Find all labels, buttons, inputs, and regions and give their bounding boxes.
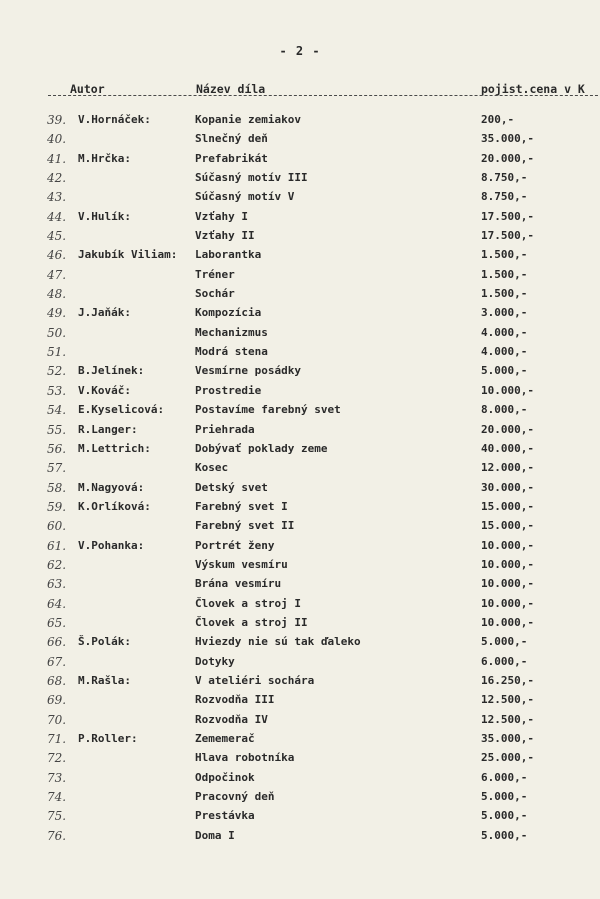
row-price: 8.750,- — [481, 190, 528, 204]
row-price: 1.500,- — [481, 267, 528, 281]
row-title: Doma I — [195, 828, 235, 842]
table-row — [0, 210, 600, 229]
table-row — [0, 558, 600, 577]
row-number: 54. — [47, 403, 67, 418]
row-price: 5.000,- — [481, 364, 528, 378]
table-row — [0, 403, 600, 422]
table-row — [0, 268, 600, 287]
table-row — [0, 287, 600, 306]
row-title: Pracovný deň — [195, 790, 275, 804]
table-row — [0, 442, 600, 461]
row-price: 25.000,- — [481, 751, 534, 765]
row-number: 53. — [47, 383, 67, 398]
row-title: Farebný svet I — [195, 499, 288, 513]
row-number: 74. — [47, 790, 67, 805]
row-price: 12.500,- — [481, 693, 534, 707]
row-number: 46. — [47, 248, 67, 263]
row-number: 57. — [47, 461, 67, 476]
row-price: 10.000,- — [481, 615, 534, 629]
row-number: 59. — [47, 499, 67, 514]
row-price: 5.000,- — [481, 809, 528, 823]
row-author: V.Kováč: — [78, 383, 131, 397]
table-row — [0, 345, 600, 364]
row-author: B.Jelínek: — [78, 364, 145, 378]
row-price: 40.000,- — [481, 441, 534, 455]
row-number: 71. — [47, 732, 67, 746]
table-row — [0, 423, 600, 442]
table-row — [0, 635, 600, 654]
row-number: 62. — [47, 557, 67, 572]
table-row — [0, 829, 600, 848]
row-title: Súčasný motív III — [195, 171, 308, 185]
row-author: P.Roller: — [78, 732, 138, 745]
row-author: M.Lettrich: — [78, 441, 151, 455]
row-number: 67. — [47, 654, 67, 669]
row-title: Hviezdy nie sú tak ďaleko — [195, 635, 361, 649]
row-number: 64. — [47, 596, 67, 611]
row-title: Hlava robotníka — [195, 751, 295, 765]
row-title: Rozvodňa IV — [195, 712, 268, 726]
row-price: 12.500,- — [481, 712, 534, 726]
row-title: V ateliéri sochára — [195, 673, 315, 687]
table-row — [0, 751, 600, 770]
row-title: Kosec — [195, 461, 229, 475]
table-row — [0, 732, 600, 751]
row-price: 30.000,- — [481, 480, 534, 494]
row-price: 12.000,- — [481, 461, 534, 475]
row-title: Vzťahy I — [195, 209, 248, 223]
row-number: 49. — [47, 306, 67, 321]
row-price: 1.500,- — [481, 287, 528, 301]
row-number: 47. — [47, 267, 67, 282]
header-price: pojist.cena v K — [481, 82, 585, 96]
row-number: 42. — [47, 171, 67, 186]
table-row — [0, 171, 600, 190]
row-number: 72. — [47, 751, 67, 766]
table-row — [0, 306, 600, 325]
row-author: K.Orlíková: — [78, 499, 151, 513]
row-number: 61. — [47, 538, 67, 553]
row-title: Prostredie — [195, 383, 262, 397]
row-price: 10.000,- — [481, 596, 534, 610]
row-number: 68. — [47, 673, 67, 688]
row-price: 200,- — [481, 113, 515, 126]
row-number: 51. — [47, 345, 67, 360]
row-number: 63. — [47, 577, 67, 592]
row-price: 5.000,- — [481, 790, 528, 804]
row-number: 45. — [47, 229, 67, 244]
table-row — [0, 229, 600, 248]
table-row — [0, 771, 600, 790]
row-title: Tréner — [195, 267, 235, 281]
row-title: Rozvodňa III — [195, 693, 275, 707]
table-row — [0, 519, 600, 538]
table-row — [0, 152, 600, 171]
table-row — [0, 597, 600, 616]
row-number: 39. — [47, 113, 67, 127]
row-price: 17.500,- — [481, 209, 534, 223]
table-row — [0, 132, 600, 151]
row-price: 10.000,- — [481, 383, 534, 397]
table-row — [0, 539, 600, 558]
row-author: Jakubík Viliam: — [78, 248, 178, 262]
row-price: 16.250,- — [481, 673, 534, 687]
table-row — [0, 190, 600, 209]
row-price: 17.500,- — [481, 229, 534, 243]
table-row — [0, 693, 600, 712]
row-author: V.Hulík: — [78, 209, 131, 223]
row-author: J.Jaňák: — [78, 306, 131, 320]
row-author: V.Pohanka: — [78, 538, 145, 552]
row-price: 10.000,- — [481, 557, 534, 571]
row-price: 8.000,- — [481, 403, 528, 417]
row-title: Odpočinok — [195, 770, 255, 784]
row-title: Modrá stena — [195, 345, 268, 359]
row-price: 6.000,- — [481, 770, 528, 784]
row-title: Portrét ženy — [195, 538, 275, 552]
row-number: 48. — [47, 287, 67, 302]
row-title: Vesmírne posádky — [195, 364, 301, 378]
row-title: Človek a stroj I — [195, 596, 301, 610]
row-title: Dobývať poklady zeme — [195, 441, 328, 455]
row-number: 41. — [47, 151, 67, 166]
row-title: Detský svet — [195, 480, 268, 494]
table-row — [0, 364, 600, 383]
row-title: Človek a stroj II — [195, 615, 308, 629]
row-author: Š.Polák: — [78, 635, 131, 649]
row-title: Vzťahy II — [195, 229, 255, 243]
header-divider — [48, 95, 600, 96]
row-title: Zememerač — [195, 732, 255, 745]
row-number: 76. — [47, 828, 67, 843]
table-row — [0, 500, 600, 519]
row-title: Výskum vesmíru — [195, 557, 288, 571]
row-price: 8.750,- — [481, 171, 528, 185]
row-number: 50. — [47, 325, 67, 340]
table-row — [0, 616, 600, 635]
row-number: 43. — [47, 190, 67, 205]
artwork-list — [0, 113, 600, 848]
row-number: 69. — [47, 693, 67, 708]
row-title: Brána vesmíru — [195, 577, 282, 591]
row-title: Priehrada — [195, 422, 255, 436]
header-author: Autor — [70, 82, 105, 96]
row-price: 15.000,- — [481, 499, 534, 513]
row-price: 35.000,- — [481, 732, 534, 745]
row-author: R.Langer: — [78, 422, 138, 436]
row-title: Postavíme farebný svet — [195, 403, 341, 417]
row-title: Kompozícia — [195, 306, 262, 320]
row-title: Farebný svet II — [195, 519, 295, 533]
row-price: 4.000,- — [481, 345, 528, 359]
row-title: Kopanie zemiakov — [195, 113, 301, 126]
row-price: 5.000,- — [481, 635, 528, 649]
table-row — [0, 713, 600, 732]
table-row — [0, 674, 600, 693]
row-number: 55. — [47, 422, 67, 437]
row-author: M.Hrčka: — [78, 151, 131, 165]
row-author: M.Nagyová: — [78, 480, 145, 494]
row-price: 4.000,- — [481, 325, 528, 339]
row-title: Slnečný deň — [195, 132, 268, 146]
row-price: 20.000,- — [481, 422, 534, 436]
row-title: Prestávka — [195, 809, 255, 823]
table-row — [0, 248, 600, 267]
row-number: 58. — [47, 480, 67, 495]
row-number: 70. — [47, 712, 67, 727]
row-author: V.Hornáček: — [78, 113, 151, 126]
row-price: 35.000,- — [481, 132, 534, 146]
row-author: M.Rašla: — [78, 673, 131, 687]
table-header — [0, 82, 600, 100]
table-row — [0, 113, 600, 132]
row-price: 6.000,- — [481, 654, 528, 668]
row-title: Dotyky — [195, 654, 235, 668]
row-title: Prefabrikát — [195, 151, 268, 165]
table-row — [0, 461, 600, 480]
page-number: - 2 - — [279, 44, 321, 58]
row-price: 15.000,- — [481, 519, 534, 533]
table-row — [0, 326, 600, 345]
header-title: Název díla — [196, 82, 266, 96]
row-title: Sochár — [195, 287, 235, 301]
row-number: 75. — [47, 809, 67, 824]
row-author: E.Kyselicová: — [78, 403, 165, 417]
table-row — [0, 655, 600, 674]
row-number: 52. — [47, 364, 67, 379]
row-price: 1.500,- — [481, 248, 528, 262]
row-title: Mechanizmus — [195, 325, 268, 339]
row-price: 20.000,- — [481, 151, 534, 165]
row-number: 66. — [47, 635, 67, 650]
row-price: 5.000,- — [481, 828, 528, 842]
row-number: 65. — [47, 615, 67, 630]
row-number: 56. — [47, 441, 67, 456]
row-price: 10.000,- — [481, 538, 534, 552]
table-row — [0, 790, 600, 809]
row-number: 44. — [47, 209, 67, 224]
row-number: 60. — [47, 519, 67, 534]
table-row — [0, 384, 600, 403]
row-title: Súčasný motív V — [195, 190, 295, 204]
table-row — [0, 481, 600, 500]
row-title: Laborantka — [195, 248, 262, 262]
row-number: 40. — [47, 132, 67, 147]
row-number: 73. — [47, 770, 67, 785]
table-row — [0, 809, 600, 828]
row-price: 3.000,- — [481, 306, 528, 320]
row-price: 10.000,- — [481, 577, 534, 591]
table-row — [0, 577, 600, 596]
